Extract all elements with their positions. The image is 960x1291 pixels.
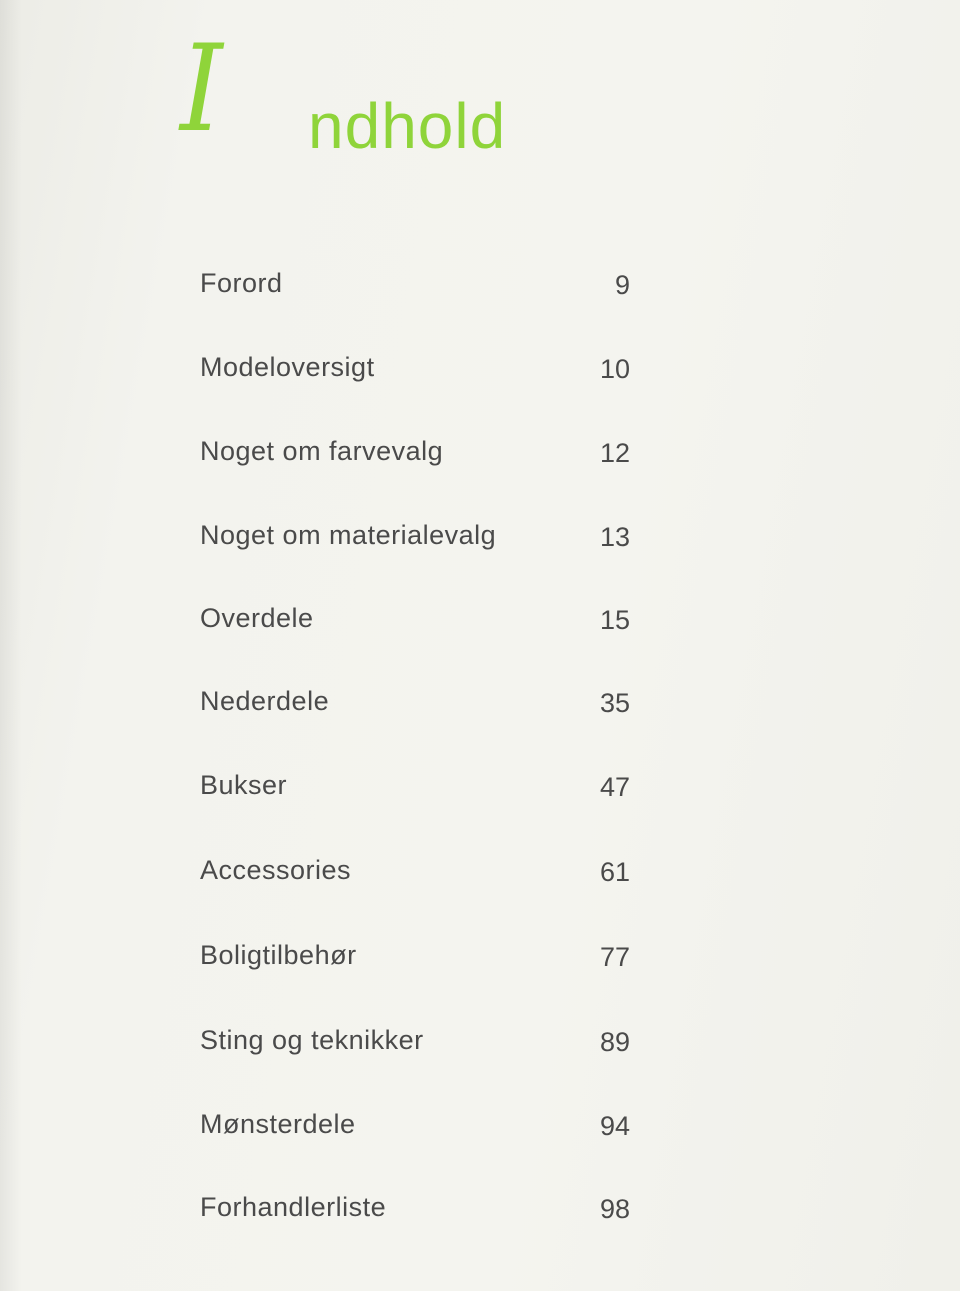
toc-entry-title: Sting og teknikker	[200, 1025, 424, 1055]
toc-entry-bukser	[0, 770, 960, 810]
toc-entry-page-number: 47	[599, 772, 630, 802]
toc-entry-page-number: 98	[599, 1194, 630, 1224]
toc-entry-page-number: 35	[599, 688, 630, 718]
toc-entry-overdele	[0, 603, 960, 643]
toc-entry-page-number: 89	[599, 1027, 630, 1057]
toc-entry-title: Modeloversigt	[200, 352, 375, 382]
toc-entry-monsterdele	[0, 1109, 960, 1149]
toc-entry-title: Mønsterdele	[200, 1109, 356, 1139]
toc-entry-title: Nederdele	[200, 686, 330, 716]
toc-entry-forord	[0, 268, 960, 308]
heading-text: ndhold	[308, 90, 507, 162]
heading-decorative-initial: I	[180, 20, 223, 159]
toc-entry-accessories	[0, 855, 960, 895]
toc-entry-farvevalg	[0, 436, 960, 476]
toc-entry-sting-og-teknikker	[0, 1025, 960, 1065]
toc-entry-title: Noget om materialevalg	[200, 520, 497, 550]
toc-entry-page-number: 94	[599, 1111, 630, 1141]
toc-entry-title: Overdele	[200, 603, 314, 633]
toc-entry-page-number: 12	[599, 438, 630, 468]
toc-entry-page-number: 61	[599, 857, 630, 887]
toc-entry-page-number: 77	[599, 942, 630, 972]
toc-entry-page-number: 13	[599, 522, 630, 552]
toc-entry-page-number: 9	[614, 270, 630, 300]
toc-entry-title: Forhandlerliste	[200, 1192, 387, 1222]
toc-entry-boligtilbehor	[0, 940, 960, 980]
toc-entry-materialevalg	[0, 520, 960, 560]
toc-entry-title: Boligtilbehør	[200, 940, 357, 970]
toc-entry-title: Accessories	[200, 855, 352, 885]
toc-entry-title: Forord	[200, 268, 283, 298]
toc-entry-nederdele	[0, 686, 960, 726]
toc-entry-page-number: 10	[599, 354, 630, 384]
toc-entry-modeloversigt	[0, 352, 960, 392]
toc-entry-forhandlerliste	[0, 1192, 960, 1232]
toc-entry-page-number: 15	[599, 605, 630, 635]
toc-entry-title: Bukser	[200, 770, 288, 800]
toc-entry-title: Noget om farvevalg	[200, 436, 444, 466]
